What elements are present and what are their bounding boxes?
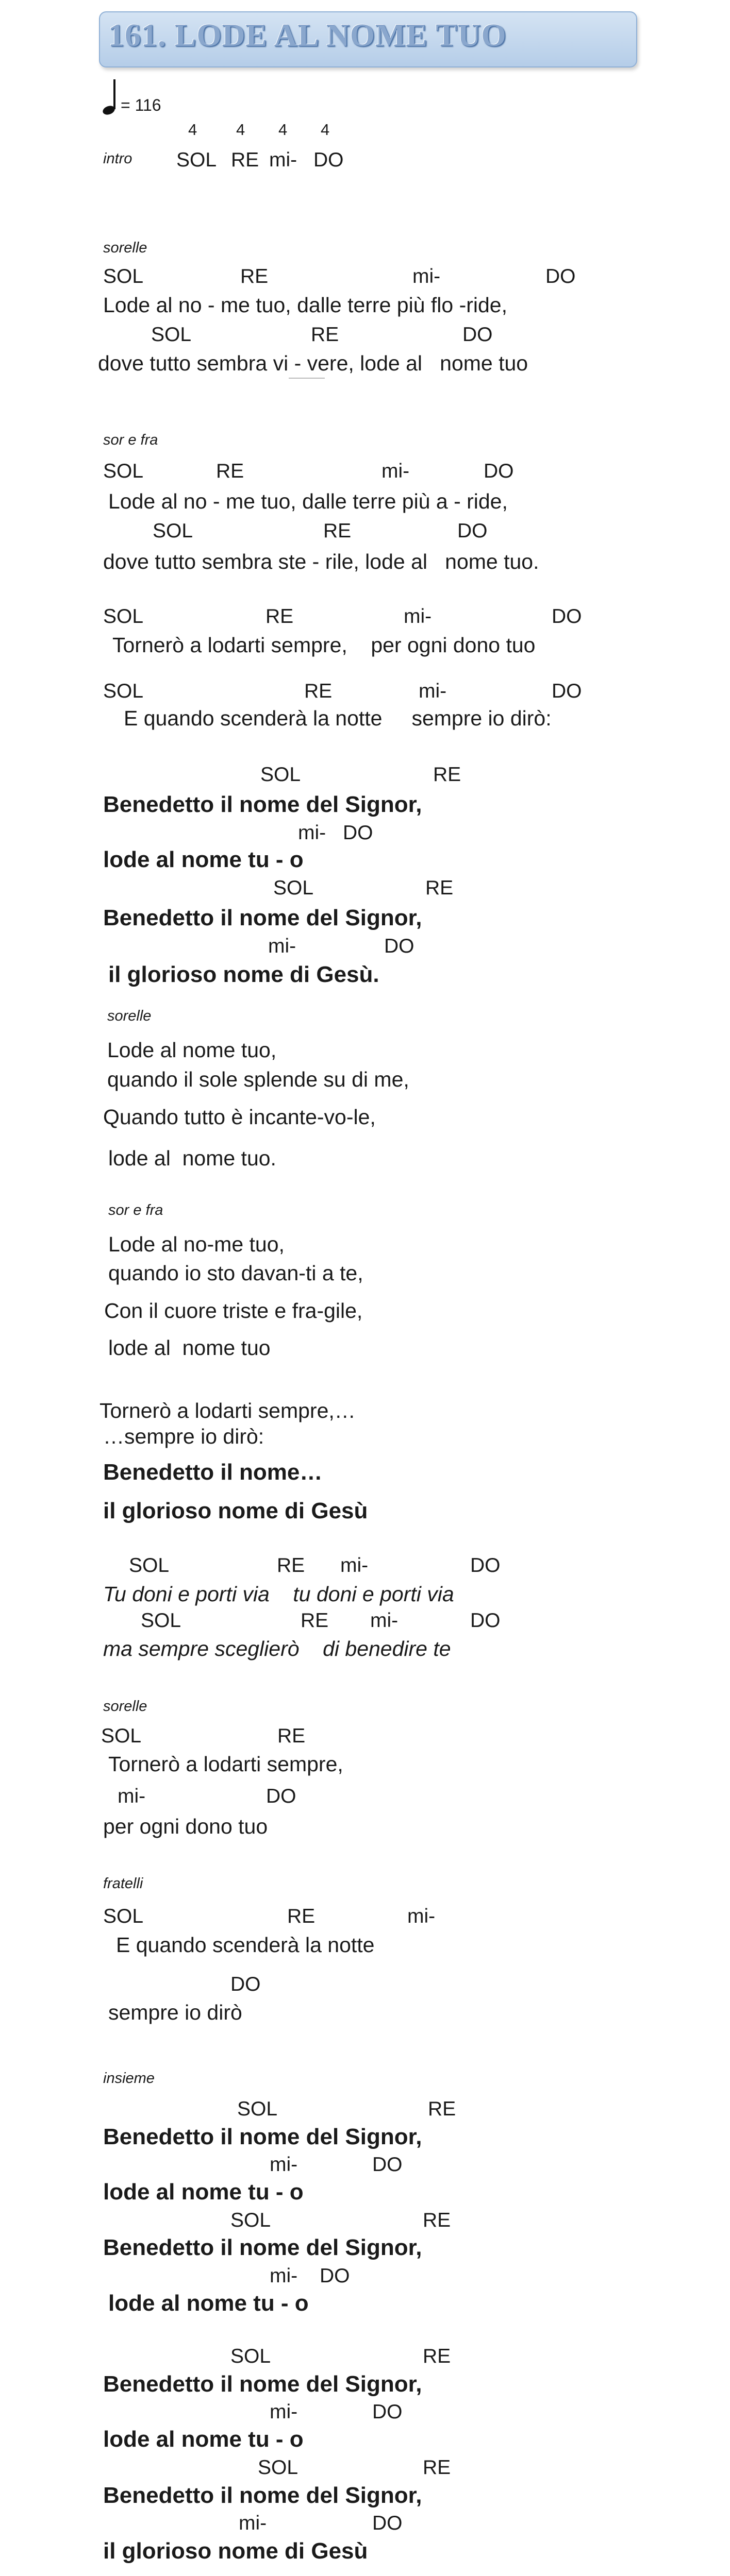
chord: SOL — [103, 680, 144, 702]
refrain-line: il glorioso nome di Gesù — [103, 2538, 368, 2564]
chord: DO — [552, 605, 582, 628]
chord: DO — [545, 265, 576, 287]
intro-beat: 4 — [321, 121, 330, 139]
chord: DO — [372, 2154, 403, 2176]
chord: RE — [323, 520, 352, 542]
chord: mi- — [270, 2265, 298, 2287]
lyric-line: E quando scenderà la notte — [116, 1933, 375, 1957]
lyric-line: Tornerò a lodarti sempre, — [108, 1752, 343, 1776]
intro-beat: 4 — [188, 121, 197, 139]
chord: DO — [470, 1554, 501, 1577]
part-label: sorelle — [103, 1698, 147, 1715]
chord: DO — [320, 2265, 350, 2287]
lyric-line: sempre io dirò — [108, 2001, 242, 2024]
chord: RE — [433, 764, 461, 786]
refrain-line: Benedetto il nome del Signor, — [103, 2124, 422, 2149]
chord: SOL — [153, 520, 193, 542]
chord: mi- — [269, 149, 297, 171]
part-label: sorelle — [103, 240, 147, 256]
chord: DO — [470, 1609, 501, 1632]
chord: mi- — [404, 605, 432, 628]
lyric-line: per ogni dono tuo — [103, 1815, 268, 1838]
chord: RE — [425, 877, 454, 899]
chord: SOL — [230, 2209, 271, 2231]
chord: mi- — [340, 1554, 369, 1577]
refrain-line: lode al nome tu - o — [103, 2179, 304, 2205]
bridge-line: Tu doni e porti via tu doni e porti via — [103, 1582, 454, 1606]
lyric-line: quando il sole splende su di me, — [107, 1067, 409, 1091]
part-label: sorelle — [107, 1008, 152, 1024]
lyric-line: Quando tutto è incante-vo-le, — [103, 1105, 376, 1129]
intro-beat: 4 — [278, 121, 288, 139]
chord: RE — [240, 265, 269, 287]
chord: SOL — [230, 2345, 271, 2367]
chord: SOL — [103, 1905, 144, 1927]
refrain-line: Benedetto il nome del Signor, — [103, 2483, 422, 2508]
lyric-line: lode al nome tuo. — [108, 1146, 276, 1170]
chord: mi- — [412, 265, 441, 287]
chord: RE — [423, 2345, 451, 2367]
part-label: insieme — [103, 2070, 155, 2087]
chord: DO — [462, 324, 493, 346]
chord: SOL — [103, 460, 144, 482]
chord: SOL — [129, 1554, 170, 1577]
intro-beat: 4 — [236, 121, 245, 139]
chord: DO — [384, 935, 414, 957]
chord: RE — [311, 324, 339, 346]
chord: SOL — [237, 2098, 278, 2120]
refrain-line: il glorioso nome di Gesù — [103, 1498, 368, 1523]
chord: mi- — [407, 1905, 436, 1927]
chord: RE — [266, 605, 294, 628]
chord: RE — [231, 149, 259, 171]
lyric-line: E quando scenderà la notte sempre io dirò: — [124, 706, 552, 730]
intro-label: intro — [103, 150, 132, 167]
lyric-line: lode al nome tuo — [108, 1336, 271, 1360]
chord: mi- — [419, 680, 447, 702]
chord: SOL — [258, 2456, 298, 2479]
chord: RE — [287, 1905, 316, 1927]
lyric-line: quando io sto davan-ti a te, — [108, 1261, 363, 1285]
chord: RE — [277, 1554, 305, 1577]
divider — [289, 378, 325, 379]
chord: mi- — [270, 2401, 298, 2423]
song-title: 161. LODE AL NOME TUO — [108, 18, 507, 53]
refrain-line: Benedetto il nome del Signor, — [103, 905, 422, 930]
lyric-line: Tornerò a lodarti sempre,… — [99, 1399, 356, 1422]
chord: RE — [216, 460, 244, 482]
chord: DO — [484, 460, 514, 482]
refrain-line: Benedetto il nome del Signor, — [103, 2371, 422, 2397]
lyric-line: dove tutto sembra vi - vere, lode al nome tuo — [98, 351, 528, 375]
lyric-line: Tornerò a lodarti sempre, per ogni dono tuo — [112, 633, 536, 657]
lyric-line: Lode al no - me tuo, dalle terre più flo -ride, — [103, 293, 507, 317]
lyric-line: Con il cuore triste e fra-gile, — [104, 1299, 363, 1323]
chord: SOL — [151, 324, 192, 346]
chord: RE — [304, 680, 333, 702]
lyric-line: Lode al no - me tuo, dalle terre più a - ride, — [108, 489, 508, 513]
chord: RE — [301, 1609, 329, 1632]
chord: DO — [343, 822, 373, 844]
refrain-line: Benedetto il nome… — [103, 1460, 323, 1485]
chord: mi- — [118, 1785, 146, 1807]
chord: SOL — [101, 1725, 142, 1747]
refrain-line: Benedetto il nome del Signor, — [103, 792, 422, 817]
lyric-line: …sempre io dirò: — [103, 1425, 264, 1448]
lyric-line: dove tutto sembra ste - rile, lode al nome tuo. — [103, 550, 539, 573]
chord: RE — [423, 2456, 451, 2479]
part-label: sor e fra — [108, 1202, 163, 1218]
chord: SOL — [103, 265, 144, 287]
part-label: sor e fra — [103, 432, 158, 448]
chord: DO — [266, 1785, 296, 1807]
quarter-note-icon — [102, 77, 118, 118]
refrain-line: lode al nome tu - o — [103, 847, 304, 872]
refrain-line: Benedetto il nome del Signor, — [103, 2235, 422, 2260]
chord: mi- — [268, 935, 296, 957]
refrain-line: il glorioso nome di Gesù. — [108, 962, 379, 987]
chord: mi- — [370, 1609, 399, 1632]
chord: SOL — [141, 1609, 181, 1632]
chord: DO — [552, 680, 582, 702]
chord: RE — [428, 2098, 456, 2120]
chord: DO — [372, 2512, 403, 2534]
refrain-line: lode al nome tu - o — [103, 2427, 304, 2452]
chord: DO — [372, 2401, 403, 2423]
chord: mi- — [298, 822, 326, 844]
chord: SOL — [103, 605, 144, 628]
chord: SOL — [176, 149, 217, 171]
chord: DO — [313, 149, 344, 171]
chord: mi- — [381, 460, 410, 482]
chord: mi- — [270, 2154, 298, 2176]
part-label: fratelli — [103, 1875, 143, 1892]
bridge-line: ma sempre sceglierò di benedire te — [103, 1637, 451, 1660]
refrain-line: lode al nome tu - o — [108, 2291, 309, 2316]
chord: RE — [423, 2209, 451, 2231]
lyric-line: Lode al no-me tuo, — [108, 1232, 285, 1256]
lyric-line: Lode al nome tuo, — [107, 1038, 277, 1062]
chord: DO — [230, 1973, 261, 1995]
chord: mi- — [239, 2512, 267, 2534]
chord: DO — [457, 520, 488, 542]
tempo-value: = 116 — [121, 96, 161, 114]
chord: RE — [277, 1725, 306, 1747]
title-banner — [99, 11, 637, 67]
chord: SOL — [273, 877, 314, 899]
chord: SOL — [260, 764, 301, 786]
